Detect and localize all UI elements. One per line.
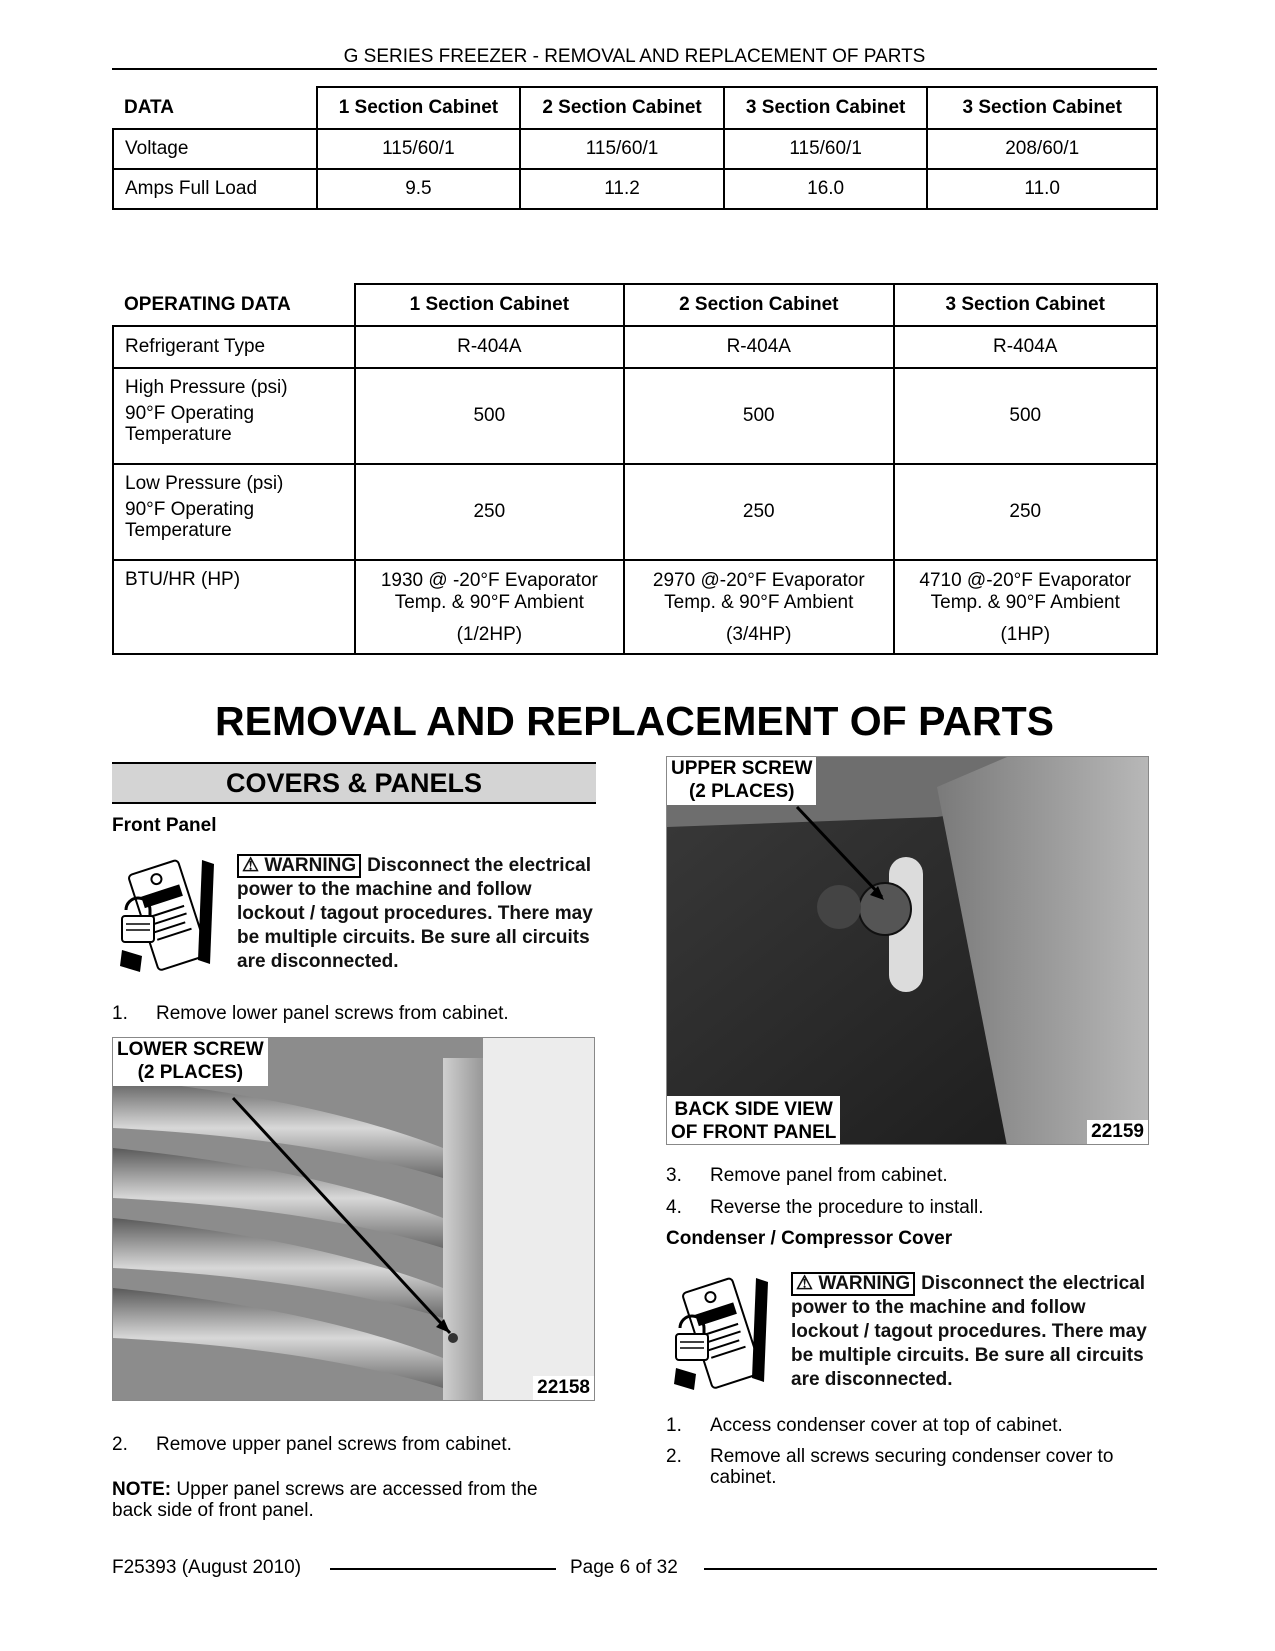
table-cell: 500 — [894, 368, 1158, 464]
table-cell: 115/60/1 — [724, 129, 928, 169]
table-cell: R-404A — [624, 326, 893, 368]
list-item — [666, 1415, 1146, 1437]
front-panel-heading: Front Panel — [112, 815, 217, 836]
row-label — [113, 464, 355, 560]
table-cell — [355, 560, 624, 654]
lower-screw-photo — [112, 1037, 595, 1401]
list-item — [666, 1165, 1146, 1187]
step-text: Access condenser cover at top of cabinet. — [710, 1415, 1063, 1436]
photo-number: 22158 — [533, 1376, 594, 1400]
page-footer — [112, 1557, 1157, 1583]
btu-value: 2970 @-20°F Evaporator Temp. & 90°F Ambient — [652, 570, 865, 613]
operating-data-table — [112, 283, 1158, 655]
step-number: 4. — [666, 1197, 682, 1218]
warning-block — [112, 850, 592, 980]
column-header: 1 Section Cabinet — [355, 284, 624, 326]
row-label: Amps Full Load — [113, 169, 317, 209]
upper-screw-photo — [666, 756, 1149, 1145]
table-cell: 250 — [624, 464, 893, 560]
table-row — [113, 560, 1157, 654]
horsepower-value: (3/4HP) — [726, 624, 792, 645]
table-row — [113, 368, 1157, 464]
list-item — [666, 1446, 1146, 1490]
step-number: 2. — [112, 1434, 128, 1455]
list-item — [112, 1003, 582, 1025]
step-number: 1. — [666, 1415, 682, 1436]
btu-value: 4710 @-20°F Evaporator Temp. & 90°F Ambient — [919, 570, 1132, 613]
table-row — [113, 169, 1157, 209]
row-label — [113, 368, 355, 464]
lockout-tagout-icon — [112, 850, 232, 978]
header-rule — [112, 68, 1157, 70]
list-item — [666, 1197, 1146, 1219]
warning-block — [666, 1268, 1146, 1398]
condenser-cover-heading: Condenser / Compressor Cover — [666, 1228, 953, 1249]
horsepower-value: (1HP) — [1000, 624, 1051, 645]
table-cell: 11.2 — [520, 169, 724, 209]
row-label-main: High Pressure (psi) — [125, 377, 288, 398]
table-cell: 115/60/1 — [317, 129, 521, 169]
table-cell: 16.0 — [724, 169, 928, 209]
table-cell — [894, 560, 1158, 654]
step-text: Remove upper panel screws from cabinet. — [156, 1434, 512, 1455]
table-cell: 208/60/1 — [927, 129, 1157, 169]
warning-text: ⚠ WARNING Disconnect the electrical power to the machine and follow lockout / tagout procedures. There may be multiple circuits. Be sure all circuits are disconnected. — [791, 1273, 1147, 1390]
table-cell: 11.0 — [927, 169, 1157, 209]
electrical-data-table — [112, 86, 1158, 210]
column-header: 2 Section Cabinet — [624, 284, 893, 326]
note-text: NOTE: Upper panel screws are accessed from the back side of front panel. — [112, 1479, 538, 1521]
column-header: DATA — [113, 87, 317, 129]
step-number: 1. — [112, 1003, 128, 1024]
warning-text: ⚠ WARNING Disconnect the electrical power to the machine and follow lockout / tagout procedures. There may be multiple circuits. Be sure all circuits are disconnected. — [237, 855, 593, 972]
step-number: 3. — [666, 1165, 682, 1186]
column-header: OPERATING DATA — [113, 284, 355, 326]
panel-photo-illustration — [113, 1038, 595, 1401]
document-code: F25393 (August 2010) — [112, 1557, 302, 1578]
step-text: Remove all screws securing condenser cover to cabinet. — [710, 1446, 1114, 1488]
table-cell: R-404A — [355, 326, 624, 368]
section-heading: COVERS & PANELS — [112, 762, 596, 804]
column-header: 3 Section Cabinet — [894, 284, 1158, 326]
column-header: 3 Section Cabinet — [724, 87, 928, 129]
table-cell: 500 — [355, 368, 624, 464]
note-label: NOTE: — [112, 1479, 172, 1500]
table-row — [113, 464, 1157, 560]
lockout-tagout-icon — [666, 1268, 786, 1396]
table-row — [113, 326, 1157, 368]
back-side-view-label: BACK SIDE VIEW OF FRONT PANEL — [667, 1096, 840, 1144]
page-title: REMOVAL AND REPLACEMENT OF PARTS — [215, 698, 1054, 744]
footer-rule — [330, 1568, 556, 1570]
table-cell: R-404A — [894, 326, 1158, 368]
step-text: Reverse the procedure to install. — [710, 1197, 984, 1218]
row-label-sub: 90°F Operating Temperature — [125, 499, 255, 541]
table-row — [113, 129, 1157, 169]
step-text: Remove lower panel screws from cabinet. — [156, 1003, 509, 1024]
table-cell — [624, 560, 893, 654]
row-label-sub: 90°F Operating Temperature — [125, 403, 255, 445]
horsepower-value: (1/2HP) — [456, 624, 523, 645]
page-number: Page 6 of 32 — [570, 1557, 678, 1578]
table-cell: 500 — [624, 368, 893, 464]
table-cell: 115/60/1 — [520, 129, 724, 169]
row-label-main: Low Pressure (psi) — [125, 473, 284, 494]
photo-number: 22159 — [1087, 1120, 1148, 1144]
lower-screw-callout: LOWER SCREW (2 PLACES) — [113, 1038, 268, 1086]
warning-badge: ⚠ WARNING — [237, 854, 361, 878]
row-label: Refrigerant Type — [113, 326, 355, 368]
warning-badge: ⚠ WARNING — [791, 1272, 915, 1296]
column-header: 1 Section Cabinet — [317, 87, 521, 129]
upper-screw-callout: UPPER SCREW (2 PLACES) — [667, 757, 816, 805]
table-header-row — [113, 284, 1157, 326]
table-cell: 250 — [355, 464, 624, 560]
column-header: 2 Section Cabinet — [520, 87, 724, 129]
row-label: BTU/HR (HP) — [113, 560, 355, 654]
step-text: Remove panel from cabinet. — [710, 1165, 948, 1186]
list-item — [112, 1434, 582, 1456]
footer-rule — [704, 1568, 1157, 1570]
table-cell: 250 — [894, 464, 1158, 560]
row-label: Voltage — [113, 129, 317, 169]
btu-value: 1930 @ -20°F Evaporator Temp. & 90°F Ambient — [380, 570, 598, 613]
table-header-row — [113, 87, 1157, 129]
table-cell: 9.5 — [317, 169, 521, 209]
step-number: 2. — [666, 1446, 682, 1467]
running-header: G SERIES FREEZER - REMOVAL AND REPLACEMENT OF PARTS — [343, 46, 926, 67]
column-header: 3 Section Cabinet — [927, 87, 1157, 129]
panel-photo-illustration — [667, 757, 1149, 1145]
